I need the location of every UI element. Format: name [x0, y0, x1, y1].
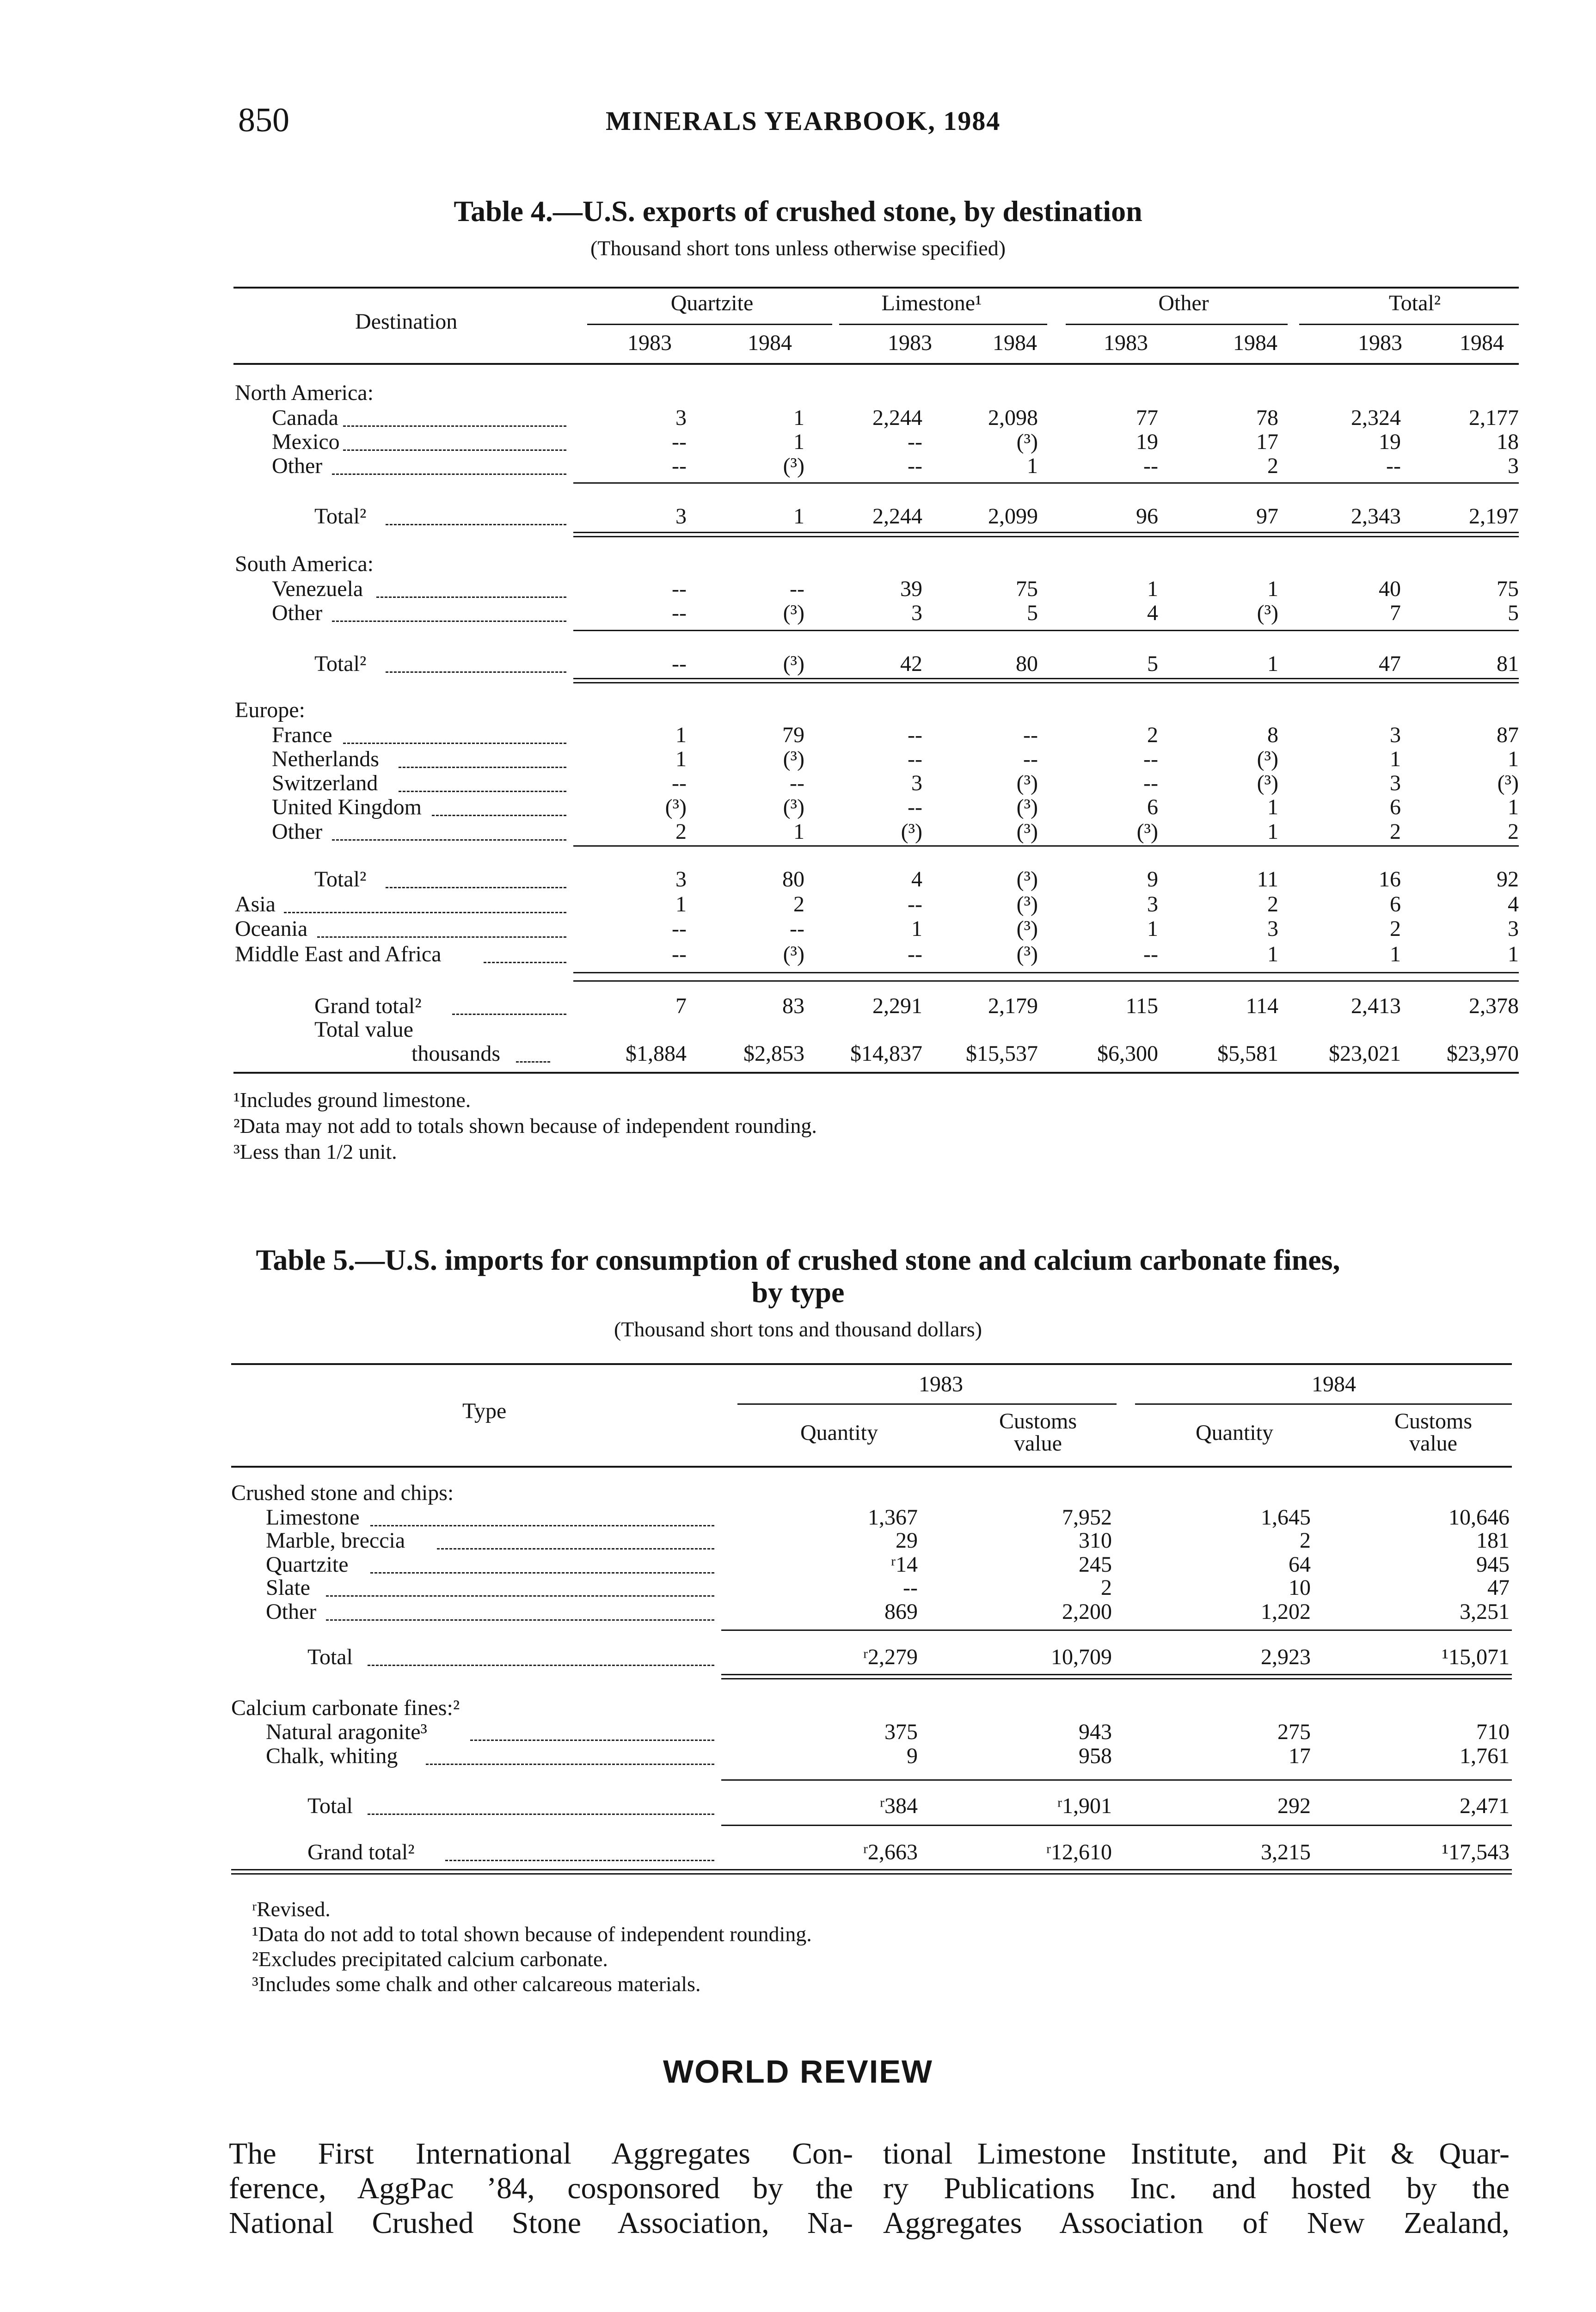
table5-cell: 710 [1476, 1720, 1510, 1744]
table4-cell: 1 [793, 430, 804, 454]
table5-cell: 1,367 [868, 1505, 918, 1530]
table4-cell: 5 [1147, 652, 1158, 676]
table5-cell: 2,923 [1261, 1645, 1311, 1669]
table4-cell: 3 [675, 867, 687, 892]
table5-cell: ʳ12,610 [1046, 1840, 1112, 1864]
table4-cell: 5 [1027, 601, 1038, 625]
table4-cell: (³) [1016, 771, 1038, 795]
table5-cell: ʳ2,279 [863, 1645, 918, 1669]
table4-cell: 2,324 [1351, 406, 1401, 430]
table4-cell: 2,291 [872, 994, 922, 1018]
table4-cell: 92 [1497, 867, 1519, 892]
table5-cell: ¹15,071 [1442, 1645, 1510, 1669]
table4-cell: -- [908, 723, 922, 747]
table5-cell: 181 [1476, 1528, 1510, 1553]
table4-row-label: United Kingdom [272, 795, 422, 819]
table4-row-label: Other [272, 819, 323, 844]
table4-cell: (³) [1016, 430, 1038, 454]
table4-cell: 47 [1379, 652, 1401, 676]
table4-cell: 2 [1390, 819, 1401, 844]
table4-cell: 2,244 [872, 406, 922, 430]
table5-row-label: Chalk, whiting [266, 1744, 398, 1768]
table5-row-label: Limestone [266, 1505, 360, 1530]
table5-footnote-1: ʳRevised. [252, 1897, 331, 1921]
table4-cell: 1 [1267, 942, 1278, 966]
table5-cell: 275 [1277, 1720, 1311, 1744]
table4-cell: 2 [1508, 819, 1519, 844]
table4-row-label: South America: [235, 552, 374, 576]
table5-year-1984: 1984 [1312, 1372, 1356, 1396]
table4-cell: (³) [1016, 942, 1038, 966]
table5-footnote-3: ²Excludes precipitated calcium carbonate. [252, 1947, 608, 1971]
table4-row-label: Netherlands [272, 747, 379, 771]
table4-cell: 19 [1379, 430, 1401, 454]
table4-cell: 3 [1147, 892, 1158, 916]
table4-cell: (³) [665, 795, 687, 819]
table4-year-header: 1983 [627, 331, 672, 355]
table4-cell: -- [1386, 454, 1401, 478]
table4-cell: $14,837 [850, 1041, 922, 1066]
table4-row-label: Canada [272, 406, 338, 430]
table4-cell: (³) [783, 652, 804, 676]
table4-year-header: 1984 [1233, 331, 1277, 355]
table4-cell: (³) [783, 795, 804, 819]
table4-cell: 4 [1147, 601, 1158, 625]
table4-cell: 1 [793, 406, 804, 430]
table4-row-label: Other [272, 454, 323, 478]
table4-cell: 2 [1147, 723, 1158, 747]
table4-title: Table 4.—U.S. exports of crushed stone, by destination [454, 195, 1142, 228]
table4-cell: 2,099 [988, 504, 1038, 529]
table4-row-label: Grand total² [314, 994, 422, 1018]
table4-cell: -- [672, 652, 687, 676]
table4-cell: 1 [793, 819, 804, 844]
world-review-column-1 [229, 2136, 853, 2240]
table4-cell: (³) [783, 747, 804, 771]
table4-cell: (³) [783, 942, 804, 966]
table4-row-label: Switzerland [272, 771, 378, 795]
table5-cell: 10 [1289, 1575, 1311, 1600]
table4-cell: -- [1143, 747, 1158, 771]
table4-cell: -- [1143, 771, 1158, 795]
table4-cell: 16 [1379, 867, 1401, 892]
table4-cell: (³) [1136, 819, 1158, 844]
table4-cell: (³) [1016, 892, 1038, 916]
table4-group-header: Quartzite [670, 291, 754, 315]
table4-row-label: North America: [235, 381, 374, 405]
table5-subtitle: (Thousand short tons and thousand dollars) [614, 1317, 982, 1341]
table4-cell: (³) [1016, 795, 1038, 819]
table4-cell: 2,098 [988, 406, 1038, 430]
table4-cell: 19 [1136, 430, 1158, 454]
table5-footnote-4: ³Includes some chalk and other calcareous materials. [252, 1972, 701, 1996]
table5-cell: 943 [1079, 1720, 1112, 1744]
table4-cell: 2 [675, 819, 687, 844]
table4-cell: (³) [1016, 867, 1038, 892]
col2-line: Aggregates Association of New Zealand, [883, 2206, 1510, 2240]
table4-row-label: Total² [314, 867, 367, 892]
table4-cell: 4 [1508, 892, 1519, 916]
table4-cell: -- [790, 916, 804, 941]
table4-cell: -- [908, 795, 922, 819]
table4-year-header: 1984 [748, 331, 792, 355]
table4-cell: 42 [900, 652, 922, 676]
table4-cell: -- [672, 577, 687, 601]
table4-cell: 6 [1147, 795, 1158, 819]
table4-cell: 1 [1267, 577, 1278, 601]
table4-group-header: Total² [1388, 291, 1441, 315]
table4-cell: $6,300 [1097, 1041, 1158, 1066]
table4-cell: -- [908, 454, 922, 478]
table4-cell: 83 [782, 994, 804, 1018]
table4-cell: 1 [1390, 942, 1401, 966]
table5-cell: ʳ14 [890, 1552, 918, 1577]
table4-cell: 2 [1390, 916, 1401, 941]
table4-cell: -- [790, 577, 804, 601]
table4-cell: 39 [900, 577, 922, 601]
table4-cell: (³) [901, 819, 922, 844]
table4-cell: 4 [911, 867, 922, 892]
table4-cell: -- [908, 892, 922, 916]
table5-footnote-2: ¹Data do not add to total shown because of independent rounding. [252, 1922, 812, 1946]
table4-cell: -- [1023, 723, 1038, 747]
table4-cell: 11 [1257, 867, 1278, 892]
table4-cell: $23,021 [1329, 1041, 1401, 1066]
table4-cell: 2,179 [988, 994, 1038, 1018]
table5-cell: 64 [1289, 1552, 1311, 1577]
table5-cell: 945 [1476, 1552, 1510, 1577]
table4-cell: 81 [1497, 652, 1519, 676]
table4-cell: -- [1143, 454, 1158, 478]
table4-cell: 3 [675, 406, 687, 430]
table4-cell: 77 [1136, 406, 1158, 430]
table5-cell: 29 [896, 1528, 918, 1553]
table4-cell: 8 [1267, 723, 1278, 747]
col2-line: tional Limestone Institute, and Pit & Quar- [883, 2137, 1510, 2171]
table4-cell: 1 [675, 747, 687, 771]
table5-cell: 2,471 [1460, 1794, 1510, 1818]
table4-cell: 3 [1390, 771, 1401, 795]
table4-cell: 1 [675, 723, 687, 747]
table5-cell: 2 [1300, 1528, 1311, 1553]
table4-destination-header: Destination [355, 309, 458, 334]
table4-cell: 7 [675, 994, 687, 1018]
table4-year-header: 1984 [1460, 331, 1504, 355]
table5-cell: 375 [884, 1720, 918, 1744]
table4-cell: $23,970 [1447, 1041, 1519, 1066]
table4-cell: 78 [1256, 406, 1278, 430]
table5-cell: 958 [1079, 1744, 1112, 1768]
table4-group-header: Limestone¹ [881, 291, 982, 315]
table4-cell: -- [672, 916, 687, 941]
table5-cell: 1,761 [1460, 1744, 1510, 1768]
table5-customs-1983-l1: Customs [999, 1409, 1077, 1433]
table4-cell: 114 [1246, 994, 1278, 1018]
table4-year-header: 1983 [1358, 331, 1402, 355]
table4-cell: (³) [1016, 916, 1038, 941]
table4-row-label: Oceania [235, 916, 308, 941]
table5-cell: 869 [884, 1599, 918, 1624]
table4-cell: 1 [1267, 819, 1278, 844]
table4-cell: 1 [1027, 454, 1038, 478]
table5-cell: 1,202 [1261, 1599, 1311, 1624]
table4-row-label: Mexico [272, 430, 340, 454]
table5-cell: 310 [1079, 1528, 1112, 1553]
table4-cell: 1 [1508, 942, 1519, 966]
table4-cell: 75 [1016, 577, 1038, 601]
table5-cell: ʳ2,663 [863, 1840, 918, 1864]
table4-cell: 6 [1390, 795, 1401, 819]
table4-cell: 2 [793, 892, 804, 916]
table4-cell: (³) [783, 454, 804, 478]
table5-row-label: Quartzite [266, 1552, 349, 1577]
world-review-heading: WORLD REVIEW [663, 2054, 933, 2090]
table4-cell: 1 [1267, 652, 1278, 676]
table4-cell: 1 [1390, 747, 1401, 771]
table5-cell: -- [903, 1575, 918, 1600]
table4-cell: 3 [1390, 723, 1401, 747]
table4-year-header: 1984 [993, 331, 1037, 355]
table4-cell: 1 [1267, 795, 1278, 819]
table5-cell: 2,200 [1062, 1599, 1112, 1624]
table5-cell: 17 [1289, 1744, 1311, 1768]
table4-cell: 75 [1497, 577, 1519, 601]
table5-cell: ʳ1,901 [1057, 1794, 1112, 1818]
page-number: 850 [238, 101, 289, 139]
table4-cell: $1,884 [626, 1041, 687, 1066]
table4-row-label: Total value [314, 1017, 413, 1042]
table5-row-label: Calcium carbonate fines:² [231, 1696, 460, 1720]
table5-cell: 47 [1487, 1575, 1510, 1600]
table5-cell: 2 [1101, 1575, 1112, 1600]
table4-cell: -- [672, 942, 687, 966]
table4-footnote-3: ³Less than 1/2 unit. [233, 1140, 397, 1163]
table4-cell: -- [908, 942, 922, 966]
table4-cell: 79 [782, 723, 804, 747]
table4-footnote-1: ¹Includes ground limestone. [233, 1088, 471, 1112]
table4-cell: 3 [1508, 916, 1519, 941]
table4-cell: 87 [1497, 723, 1519, 747]
table4-cell: 1 [911, 916, 922, 941]
table5-row-label: Crushed stone and chips: [231, 1481, 454, 1505]
table5-year-1983: 1983 [919, 1372, 963, 1396]
table5-title-line1: Table 5.—U.S. imports for consumption of crushed stone and calcium carbonate fines, [256, 1243, 1340, 1276]
col1-line: The First International Aggregates Con- [229, 2137, 853, 2171]
table5-quantity-1984: Quantity [1196, 1420, 1273, 1445]
table5-row-label: Slate [266, 1575, 310, 1600]
table5-cell: 7,952 [1062, 1505, 1112, 1530]
table4-cell: (³) [783, 601, 804, 625]
table5-cell: 245 [1079, 1552, 1112, 1577]
table4-cell: -- [672, 601, 687, 625]
table4-year-header: 1983 [1104, 331, 1148, 355]
table4-cell: 1 [1147, 577, 1158, 601]
table5-cell: ¹17,543 [1442, 1840, 1510, 1864]
table4-cell: 80 [1016, 652, 1038, 676]
table4-cell: 2,343 [1351, 504, 1401, 529]
table5-cell: 292 [1277, 1794, 1311, 1818]
table4-cell: 1 [1508, 795, 1519, 819]
table4-cell: 96 [1136, 504, 1158, 529]
table4-row-label: thousands [411, 1041, 500, 1066]
table5-row-label: Marble, breccia [266, 1528, 405, 1553]
table4-cell: 6 [1390, 892, 1401, 916]
table5-title-line2: by type [751, 1276, 845, 1309]
table5-cell: 3,251 [1460, 1599, 1510, 1624]
table4-cell: 1 [1147, 916, 1158, 941]
table4-cell: (³) [1497, 771, 1519, 795]
table4-cell: $2,853 [743, 1041, 804, 1066]
table4-cell: (³) [1016, 819, 1038, 844]
table5-customs-1983-l2: value [1014, 1431, 1062, 1456]
table4-cell: 97 [1256, 504, 1278, 529]
table5-row-label: Other [266, 1599, 317, 1624]
table4-cell: 2 [1267, 454, 1278, 478]
table4-cell: -- [1143, 942, 1158, 966]
table4-cell: $5,581 [1217, 1041, 1278, 1066]
table4-cell: -- [908, 747, 922, 771]
table4-row-label: Asia [235, 892, 276, 916]
table4-row-label: Middle East and Africa [235, 942, 442, 966]
table4-cell: 5 [1508, 601, 1519, 625]
table4-group-header: Other [1158, 291, 1209, 315]
table4-subtitle: (Thousand short tons unless otherwise specified) [590, 236, 1006, 260]
table4-row-label: Europe: [235, 698, 305, 722]
table4-cell: $15,537 [966, 1041, 1038, 1066]
table4-cell: 3 [911, 601, 922, 625]
table4-cell: 2,413 [1351, 994, 1401, 1018]
table5-row-label: Total [307, 1645, 353, 1669]
table4-cell: (³) [1257, 771, 1278, 795]
table5-cell: 9 [907, 1744, 918, 1768]
table5-type-header: Type [462, 1399, 507, 1423]
table5-cell: 3,215 [1261, 1840, 1311, 1864]
table4-cell: -- [1023, 747, 1038, 771]
table5-customs-1984-l2: value [1409, 1431, 1457, 1456]
table4-cell: 1 [793, 504, 804, 529]
table5-cell: ʳ384 [879, 1794, 918, 1818]
table4-cell: 3 [1508, 454, 1519, 478]
table5-quantity-1983: Quantity [800, 1420, 878, 1445]
table4-cell: 1 [675, 892, 687, 916]
table4-row-label: Venezuela [272, 577, 363, 601]
table4-cell: 7 [1390, 601, 1401, 625]
running-header: MINERALS YEARBOOK, 1984 [606, 106, 1001, 136]
col2-line: ry Publications Inc. and hosted by the [883, 2171, 1510, 2205]
table4-cell: -- [908, 430, 922, 454]
table4-cell: 80 [782, 867, 804, 892]
table5-row-label: Natural aragonite³ [266, 1720, 427, 1744]
table4-cell: 3 [1267, 916, 1278, 941]
table4-cell: 2,378 [1469, 994, 1519, 1018]
table4-row-label: Other [272, 601, 323, 625]
table4-row-label: Total² [314, 652, 367, 676]
table4-cell: -- [672, 430, 687, 454]
table4-row-label: Total² [314, 504, 367, 529]
world-review-column-2 [883, 2136, 1510, 2240]
table4-cell: 9 [1147, 867, 1158, 892]
table4-cell: 3 [675, 504, 687, 529]
table5-row-label: Grand total² [307, 1840, 415, 1864]
table4-cell: 18 [1497, 430, 1519, 454]
table4-cell: -- [672, 454, 687, 478]
table5-customs-1984-l1: Customs [1394, 1409, 1473, 1433]
table4-cell: 1 [1508, 747, 1519, 771]
table4-cell: (³) [1257, 747, 1278, 771]
table4-cell: (³) [1257, 601, 1278, 625]
table4-cell: 40 [1379, 577, 1401, 601]
table4-cell: 17 [1256, 430, 1278, 454]
col1-line: National Crushed Stone Association, Na- [229, 2206, 853, 2240]
table4-row-label: France [272, 723, 332, 747]
table5-cell: 1,645 [1261, 1505, 1311, 1530]
table4-cell: 2 [1267, 892, 1278, 916]
table4-footnote-2: ²Data may not add to totals shown because of independent rounding. [233, 1114, 817, 1138]
table4-cell: 3 [911, 771, 922, 795]
table4-year-header: 1983 [888, 331, 932, 355]
col1-line: ference, AggPac ’84, cosponsored by the [229, 2171, 853, 2205]
table4-cell: 2,177 [1469, 406, 1519, 430]
table4-cell: 2,197 [1469, 504, 1519, 529]
table4-cell: 2,244 [872, 504, 922, 529]
table5-cell: 10,709 [1051, 1645, 1112, 1669]
table4-cell: -- [790, 771, 804, 795]
table5-row-label: Total [307, 1794, 353, 1818]
table4-cell: -- [672, 771, 687, 795]
table5-cell: 10,646 [1449, 1505, 1510, 1530]
table4-cell: 115 [1125, 994, 1158, 1018]
